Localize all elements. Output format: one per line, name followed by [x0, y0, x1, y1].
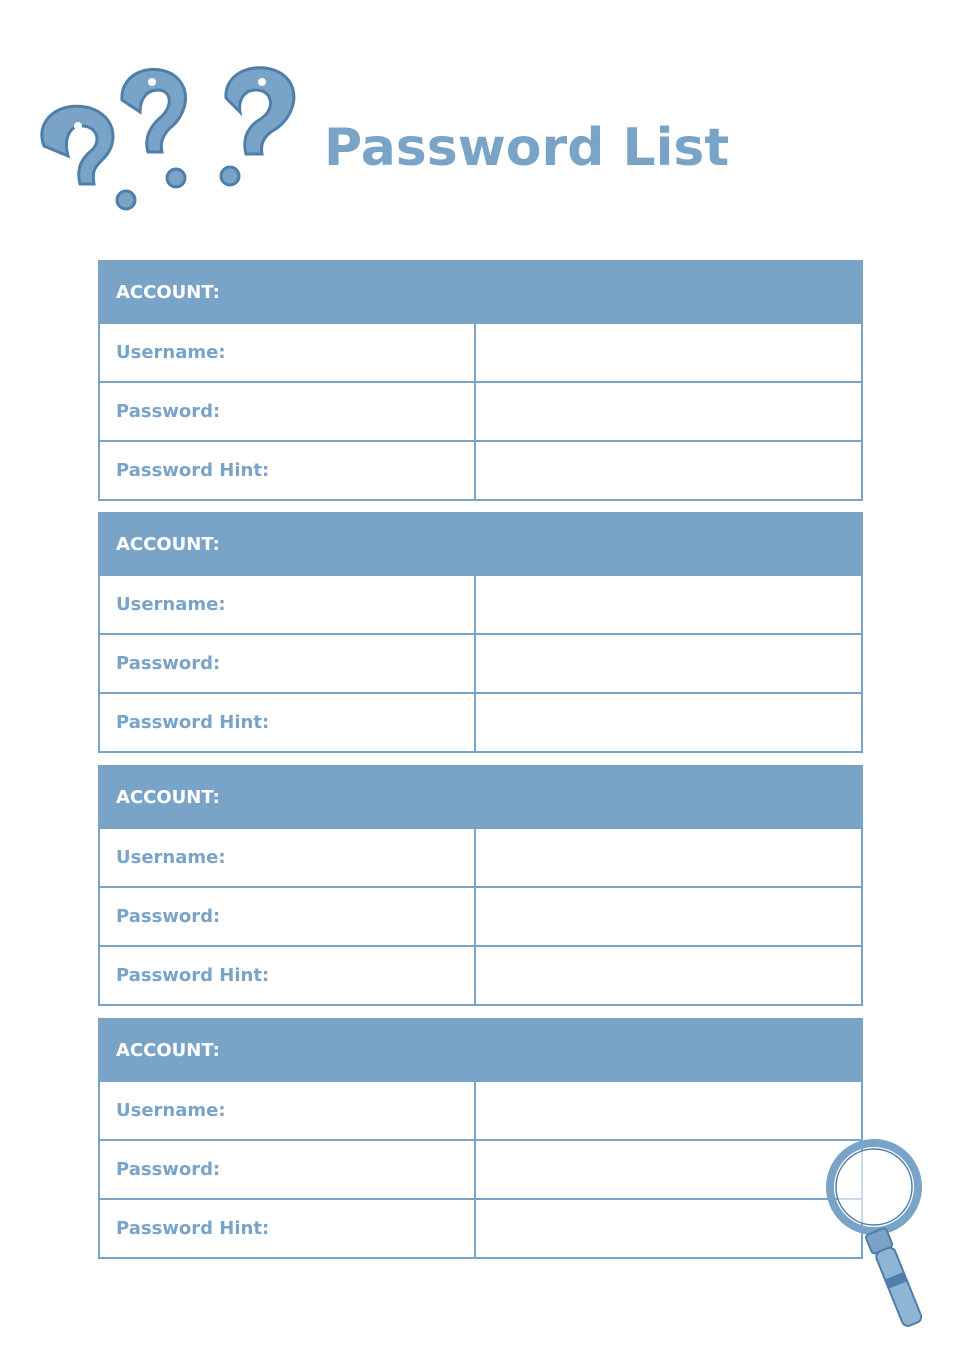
password-hint-field[interactable]: [476, 1200, 861, 1257]
hint-row: [100, 692, 861, 751]
password-hint-label: Password Hint:: [100, 947, 476, 1004]
password-row: [100, 633, 861, 692]
username-label: Username:: [100, 576, 476, 633]
account-header: ACCOUNT:: [100, 262, 861, 322]
password-row: [100, 886, 861, 945]
password-hint-label: Password Hint:: [100, 442, 476, 499]
account-card: [98, 765, 863, 1006]
magnifying-glass-icon: [820, 1135, 940, 1335]
password-field[interactable]: [476, 383, 861, 440]
password-field[interactable]: [476, 635, 861, 692]
password-label: Password:: [100, 635, 476, 692]
username-label: Username:: [100, 1082, 476, 1139]
password-hint-field[interactable]: [476, 947, 861, 1004]
username-row: [100, 574, 861, 633]
username-row: [100, 1080, 861, 1139]
password-row: [100, 1139, 861, 1198]
password-row: [100, 381, 861, 440]
password-label: Password:: [100, 383, 476, 440]
password-hint-field[interactable]: [476, 694, 861, 751]
account-card: [98, 512, 863, 753]
page-title: Password List: [324, 118, 730, 178]
password-hint-label: Password Hint:: [100, 694, 476, 751]
username-row: [100, 827, 861, 886]
password-field[interactable]: [476, 1141, 861, 1198]
username-field[interactable]: [476, 324, 861, 381]
account-header: ACCOUNT:: [100, 767, 861, 827]
hint-row: [100, 440, 861, 499]
password-hint-label: Password Hint:: [100, 1200, 476, 1257]
account-card: [98, 1018, 863, 1259]
account-header: ACCOUNT:: [100, 514, 861, 574]
username-field[interactable]: [476, 1082, 861, 1139]
password-label: Password:: [100, 888, 476, 945]
password-hint-field[interactable]: [476, 442, 861, 499]
username-row: [100, 322, 861, 381]
username-label: Username:: [100, 829, 476, 886]
password-label: Password:: [100, 1141, 476, 1198]
password-field[interactable]: [476, 888, 861, 945]
username-label: Username:: [100, 324, 476, 381]
account-card: [98, 260, 863, 501]
username-field[interactable]: [476, 829, 861, 886]
hint-row: [100, 1198, 861, 1257]
question-marks-icon: [30, 60, 310, 220]
username-field[interactable]: [476, 576, 861, 633]
account-header: ACCOUNT:: [100, 1020, 861, 1080]
hint-row: [100, 945, 861, 1004]
